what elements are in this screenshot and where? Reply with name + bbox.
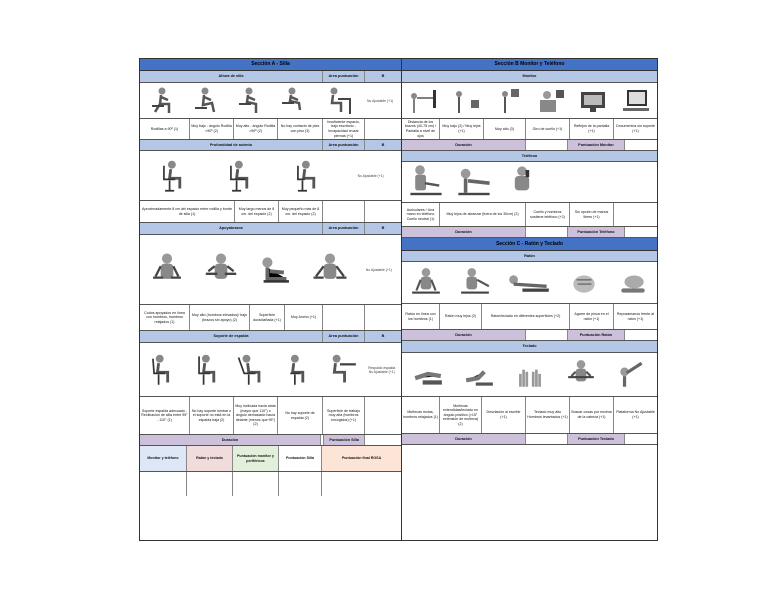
telefono-option: Muy lejos de alcanzar (fuera de los 30cm) (2) bbox=[440, 203, 526, 226]
soporte-figures bbox=[140, 343, 401, 397]
telefono-score-label: Puntuación Teléfono bbox=[568, 227, 625, 237]
section-a-title: Sección A - Silla bbox=[140, 59, 401, 71]
apoyabrazos-option: Codos apoyados en línea con hombros, hombros relajados (1) bbox=[140, 305, 190, 330]
raton-option: Agarre de pinza en el ratón (+1) bbox=[570, 304, 614, 329]
screen-glare-icon bbox=[578, 86, 608, 116]
score-field[interactable] bbox=[279, 472, 322, 496]
armrest-figure-icon bbox=[202, 251, 240, 289]
area-score-label: Area puntuación bbox=[323, 223, 365, 234]
silla-score-label: Puntuación Silla bbox=[324, 435, 366, 445]
hands-deviation-icon bbox=[514, 359, 546, 391]
score-field[interactable] bbox=[322, 472, 401, 496]
profundidad-option: Muy largo menos de 8 cm. del espacio (2) bbox=[235, 201, 279, 222]
teclado-duracion-field[interactable] bbox=[526, 434, 568, 444]
monitor-label: Monitor bbox=[402, 71, 657, 82]
altura-option: Muy alto - ángulo Rodilla >90º (2) bbox=[234, 119, 278, 139]
altura-figures bbox=[140, 83, 401, 119]
raton-option: Reposamanos frente al ratón (+1) bbox=[616, 311, 655, 321]
raton-label: Ratón bbox=[402, 251, 657, 261]
teclado-option: Plataforma No Ajustable (+1) bbox=[616, 410, 655, 419]
mouse-far-icon bbox=[459, 266, 491, 300]
backrest-figure-icon bbox=[279, 353, 313, 387]
telefono-option: Cuello y hombros sostiene teléfono (+2) bbox=[526, 203, 570, 226]
profundidad-label: Profundidad de asiento bbox=[140, 140, 323, 150]
backrest-figure-icon bbox=[234, 353, 268, 387]
apoyabrazos-figures bbox=[140, 235, 401, 305]
chair-figure-icon bbox=[223, 159, 257, 193]
armrest-figure-icon bbox=[148, 251, 186, 289]
teclado-score-field[interactable] bbox=[625, 434, 657, 444]
raton-score-field[interactable] bbox=[625, 330, 657, 340]
telefono-option: Sin opción de manos libres (+1) bbox=[570, 203, 614, 226]
section-b-column bbox=[402, 59, 657, 540]
section-c-title: Sección C - Ratón y Teclado bbox=[402, 238, 657, 251]
monitor-option: Documentos sin soporte (+1) bbox=[616, 124, 655, 133]
monitor-score-field[interactable] bbox=[625, 140, 657, 150]
phone-shoulder-icon bbox=[504, 164, 540, 200]
raton-option: Ratón en línea con los hombros (1) bbox=[402, 304, 440, 329]
monitor-option: Muy alto (3) bbox=[484, 119, 526, 139]
summary-rosa-final: Puntuación final ROSA bbox=[322, 446, 401, 471]
chair-figure-icon bbox=[156, 159, 190, 193]
raton-score-label: Puntuación Ratón bbox=[568, 330, 625, 340]
telefono-option: Auriculares / Una mano en teléfono Cuello neutral (1) bbox=[402, 203, 440, 226]
mouse-user-icon bbox=[410, 266, 442, 300]
summary-monitor-telefono: Monitor y teléfono bbox=[140, 446, 187, 471]
silla-score-field[interactable] bbox=[365, 435, 401, 445]
altura-note: No Ajustable (+1) bbox=[366, 98, 394, 103]
b-label: B bbox=[365, 331, 401, 342]
soporte-option: Superficie de trabajo muy alta (hombros encogidos) (+1) bbox=[323, 397, 365, 434]
profundidad-option: Muy pequeño más de 8 cm. del espacio (2) bbox=[279, 201, 323, 222]
score-field[interactable] bbox=[187, 472, 233, 496]
summary-raton-teclado: Ratón y teclado bbox=[187, 446, 233, 471]
monitor-high-icon bbox=[493, 86, 523, 116]
high-keyboard-icon bbox=[565, 359, 597, 391]
teclado-label: Teclado bbox=[402, 341, 657, 352]
monitor-distance-icon bbox=[408, 86, 438, 116]
teclado-figures bbox=[402, 353, 657, 397]
monitor-duracion-label: Duración bbox=[402, 140, 526, 150]
area-score-label: Area puntuación bbox=[323, 140, 365, 150]
apoyabrazos-label: Apoyabrazos bbox=[140, 223, 323, 234]
document-holder-icon bbox=[621, 86, 651, 116]
altura-option: No hay contacto de pies con piso (3) bbox=[278, 119, 323, 139]
phone-reach-icon bbox=[456, 164, 492, 200]
soporte-note: Respaldo espalda No Ajustable (+1) bbox=[368, 365, 396, 374]
telefono-duracion-field[interactable] bbox=[526, 227, 568, 237]
altura-label: Altura de silla bbox=[140, 71, 323, 82]
altura-option: Insuficiente espacio, bajo escritorio - Incapacidad cruzar piernas (+1) bbox=[323, 119, 365, 139]
monitor-option: Giro de cuello (+1) bbox=[526, 119, 570, 139]
soporte-option: No hay soporte de espalda (2) bbox=[278, 397, 323, 434]
raton-option: Ratón/teclado en diferentes superficies (+2) bbox=[482, 304, 570, 329]
soporte-option: Soporte espalda adecuado - Reclinación de silla entre 95° - 110° (1) bbox=[140, 397, 190, 434]
teclado-option: Muñecas rectas, hombros relajados (1) bbox=[402, 397, 440, 433]
telefono-score-field[interactable] bbox=[625, 227, 657, 237]
seated-figure-icon bbox=[278, 86, 308, 116]
seated-figure-icon bbox=[147, 86, 177, 116]
mouse-surface-icon bbox=[507, 266, 551, 300]
duracion-label: Duración bbox=[140, 435, 321, 445]
soporte-option: Muy inclinada hacia atrás (mayor que 110°) o ángulo demasiado hacia delante (menos que 95°) (2) bbox=[234, 397, 278, 434]
teclado-duracion-label: Duración bbox=[402, 434, 526, 444]
b-label: B bbox=[365, 223, 401, 234]
typing-hands-icon bbox=[412, 359, 444, 391]
monitor-option: Reflejos de la pantalla (+1) bbox=[570, 119, 614, 139]
score-field[interactable] bbox=[140, 472, 187, 496]
backrest-figure-icon bbox=[145, 353, 179, 387]
teclado-option: Teclado muy alto Hombros levantados (+1) bbox=[526, 397, 570, 433]
area-score-label: Area puntuación bbox=[323, 71, 365, 82]
wrist-rest-icon bbox=[617, 266, 649, 300]
b-label: B bbox=[365, 140, 401, 150]
summary-perifericos: Puntuación monitor y periféricos bbox=[233, 446, 279, 471]
seated-figure-icon bbox=[191, 86, 221, 116]
pinch-grip-icon bbox=[568, 266, 600, 300]
telefono-duracion-label: Duración bbox=[402, 227, 526, 237]
reach-overhead-icon bbox=[616, 359, 648, 391]
rosa-form bbox=[139, 58, 658, 541]
monitor-option: Muy bajo (2) / Muy lejos (+1) bbox=[440, 119, 484, 139]
raton-figures bbox=[402, 262, 657, 304]
profundidad-note: No Ajustable (+1) bbox=[357, 173, 384, 178]
soporte-label: Soporte de espalda bbox=[140, 331, 323, 342]
telefono-figures bbox=[402, 162, 657, 203]
profundidad-figures bbox=[140, 151, 401, 201]
altura-option: Muy bajo - ángulo Rodilla <90º (2) bbox=[190, 119, 234, 139]
apoyabrazos-option: Muy alto (hombros elevados)/ bajo (brazos sin apoyo) (2) bbox=[190, 305, 250, 330]
b-label: B bbox=[365, 71, 401, 82]
armrest-figure-icon bbox=[311, 251, 349, 289]
seated-figure-icon bbox=[235, 86, 265, 116]
teclado-option: Muñecas extendidas/teclado en ángulo positivo (>15° extensión de muñeca) (2) bbox=[440, 397, 482, 433]
profundidad-option: Aproximadamente 8 cm del espacio entre rodilla y borde de silla (1) bbox=[140, 201, 235, 222]
section-a-column bbox=[140, 59, 402, 540]
phone-user-icon bbox=[408, 164, 444, 200]
wrist-extension-icon bbox=[463, 359, 495, 391]
raton-option: Ratón muy lejos (2) bbox=[440, 304, 482, 329]
summary-silla: Puntuación Silla bbox=[279, 446, 322, 471]
apoyabrazos-option: Muy Ancho (+1) bbox=[285, 305, 323, 330]
apoyabrazos-option: Superficie dura/dañada (+1) bbox=[250, 305, 285, 330]
section-b-title: Sección B Monitor y Teléfono bbox=[402, 59, 657, 71]
raton-duracion-label: Duración bbox=[402, 330, 526, 340]
soporte-option: No hay soporte lumbar o el soporte no está en la espalda baja (2) bbox=[190, 397, 234, 434]
area-score-label: Area puntuación bbox=[323, 331, 365, 342]
telefono-label: Teléfono bbox=[402, 151, 657, 161]
monitor-duracion-field[interactable] bbox=[526, 140, 568, 150]
armrest-figure-icon bbox=[256, 251, 294, 289]
neck-twist-icon bbox=[536, 86, 566, 116]
raton-duracion-field[interactable] bbox=[526, 330, 568, 340]
teclado-score-label: Puntuación Teclado bbox=[568, 434, 625, 444]
monitor-low-icon bbox=[451, 86, 481, 116]
apoyabrazos-note: No Ajustable (+1) bbox=[365, 267, 392, 272]
backrest-figure-icon bbox=[190, 353, 224, 387]
monitor-figures bbox=[402, 83, 657, 119]
teclado-option: Buscar cosas por encima de la cabeza (+1) bbox=[570, 397, 614, 433]
desk-figure-icon bbox=[322, 86, 352, 116]
chair-figure-icon bbox=[290, 159, 324, 193]
altura-option: Rodillas a 90º (1) bbox=[140, 119, 190, 139]
monitor-score-label: Puntuación Monitor bbox=[568, 140, 625, 150]
teclado-option: Desviación al escribir (+1) bbox=[482, 397, 526, 433]
score-field[interactable] bbox=[233, 472, 279, 496]
desk-figure-icon bbox=[323, 353, 357, 387]
monitor-option: Distancia de los brazos (40-75 cm) / Pantalla a nivel de ojos bbox=[402, 119, 440, 139]
